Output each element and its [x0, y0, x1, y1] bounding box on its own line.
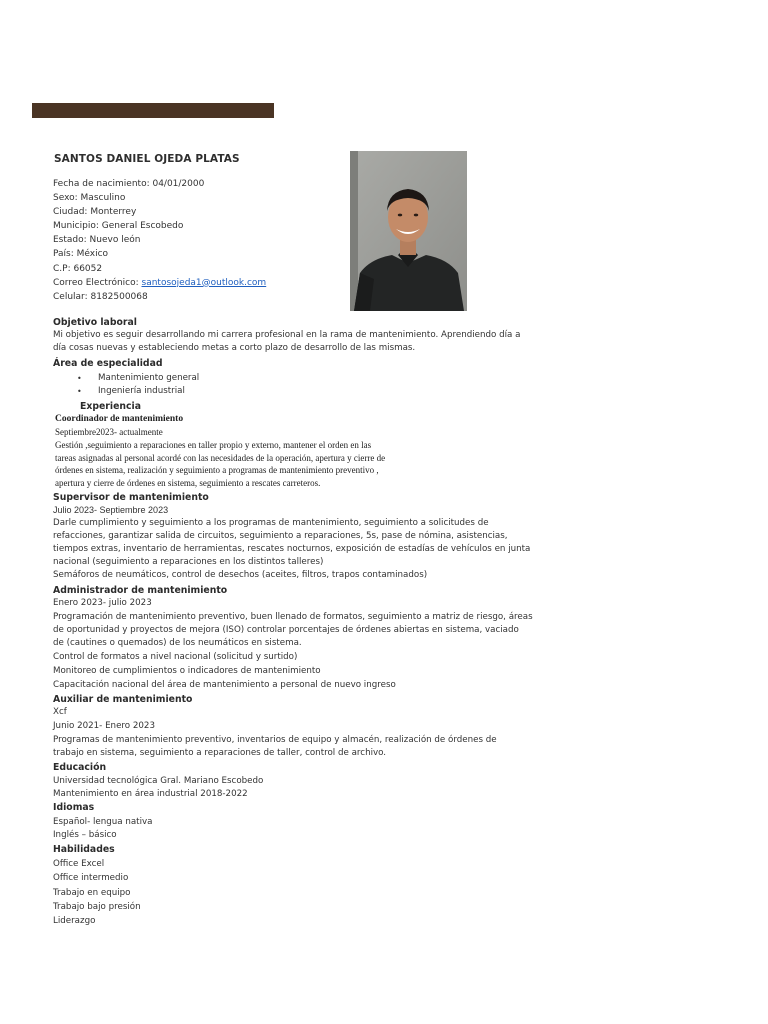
job-title: Auxiliar de mantenimiento: [53, 694, 193, 705]
objective-heading: Objetivo laboral: [53, 317, 137, 328]
job-supervisor: [53, 491, 573, 582]
job-company: Xcf: [53, 707, 67, 717]
specialty-item: • Ingeniería industrial: [53, 385, 573, 398]
education-line: Mantenimiento en área industrial 2018-2022: [53, 789, 248, 799]
job-period: Julio 2023- Septiembre 2023: [53, 505, 169, 515]
job-description-line: tareas asignadas al personal acordé con las necesidades de la operación, apertura y cierre de: [55, 452, 386, 463]
job-description-line: Control de formatos a nivel nacional (solicitud y surtido): [53, 652, 298, 662]
skill-line: Trabajo en equipo: [53, 887, 131, 898]
job-description-line: nacional (seguimiento a reparaciones en los distintos talleres): [53, 557, 324, 567]
job-description-line: Monitoreo de cumplimientos o indicadores de mantenimiento: [53, 666, 321, 676]
education-section: [53, 761, 573, 801]
education-line: Universidad tecnológica Gral. Mariano Escobedo: [53, 776, 264, 786]
job-assistant: [53, 693, 573, 760]
postal-code: C.P: 66052: [53, 263, 103, 274]
birth-date: Fecha de nacimiento: 04/01/2000: [53, 179, 205, 189]
job-description-line: Darle cumplimiento y seguimiento a los programas de mantenimiento, seguimiento a solicitudes de: [53, 518, 489, 528]
job-administrator: [53, 584, 573, 692]
job-description-line: de oportunidad y proyectos de mejora (ISO) controlar porcentajes de órdenes abiertas en sistema, vaciado: [53, 625, 519, 635]
candidate-name: SANTOS DANIEL OJEDA PLATAS: [54, 153, 240, 165]
job-title: Coordinador de mantenimiento: [55, 414, 184, 424]
languages-section: [53, 801, 573, 842]
personal-info: [53, 177, 266, 304]
phone: Celular: 8182500068: [53, 291, 148, 302]
job-title: Administrador de mantenimiento: [53, 585, 228, 596]
profile-photo: [350, 151, 467, 311]
job-description-line: Semáforos de neumáticos, control de desechos (aceites, filtros, trapos contaminados): [53, 570, 428, 580]
job-description-line: tiempos extras, inventario de herramientas, rescates nocturnos, exposición de estadías de vehículos en junta: [53, 544, 531, 554]
municipality: Municipio: General Escobedo: [53, 221, 184, 232]
job-description-line: órdenes en sistema, realización y seguimiento a programas de mantenimiento preventivo ,: [55, 465, 379, 476]
job-period: Enero 2023- julio 2023: [53, 598, 152, 608]
skills-section: [53, 843, 573, 928]
job-coordinator: [55, 413, 575, 489]
email-line: [53, 276, 266, 290]
country: País: México: [53, 249, 109, 260]
specialty-item: • Mantenimiento general: [53, 372, 573, 385]
language-line: Inglés – básico: [53, 830, 117, 840]
job-description-line: Programación de mantenimiento preventivo, buen llenado de formatos, seguimiento a matriz de riesgo, áreas: [53, 612, 533, 622]
job-period: Junio 2021- Enero 2023: [53, 721, 155, 731]
languages-heading: Idiomas: [53, 802, 95, 813]
specialty-heading: Área de especialidad: [53, 358, 163, 369]
job-description-line: de (cautines o quemados) de los neumáticos en sistema.: [53, 638, 302, 648]
email-link[interactable]: santosojeda1@outlook.com: [141, 277, 267, 288]
job-description-line: refacciones, garantizar salida de circuitos, seguimiento a reparaciones, 5s, pase de nómina, asistencias,: [53, 531, 508, 541]
job-period: Septiembre2023- actualmente: [55, 427, 163, 437]
job-description-line: Capacitación nacional del área de mantenimiento a personal de nuevo ingreso: [53, 680, 396, 690]
state: Estado: Nuevo león: [53, 235, 141, 246]
sex: Sexo: Masculino: [53, 193, 126, 204]
objective-section: [53, 316, 573, 355]
job-description-line: trabajo en sistema, seguimiento a reparaciones de taller, control de archivo.: [53, 748, 387, 758]
job-description-line: Programas de mantenimiento preventivo, inventarios de equipo y almacén, realización de órdenes de: [53, 735, 497, 745]
header-bar: [32, 103, 274, 118]
experience-heading-text: Experiencia: [80, 401, 141, 412]
experience-heading: [80, 400, 600, 413]
skill-line: Office intermedio: [53, 873, 129, 884]
skills-heading: Habilidades: [53, 844, 115, 855]
job-description-line: Gestión ,seguimiento a reparaciones en taller propio y externo, mantener el orden en las: [55, 440, 372, 451]
skill-line: Office Excel: [53, 859, 105, 869]
job-description-line: apertura y cierre de órdenes en sistema, seguimiento a rescates carreteros.: [55, 477, 321, 488]
specialty-section: [53, 357, 573, 398]
skill-line: Trabajo bajo presión: [53, 901, 141, 912]
email-label: Correo Electrónico:: [53, 277, 142, 288]
education-heading: Educación: [53, 762, 107, 773]
objective-line: Mi objetivo es seguir desarrollando mi carrera profesional en la rama de mantenimiento. Aprendiendo día a: [53, 330, 521, 340]
job-title: Supervisor de mantenimiento: [53, 492, 209, 503]
language-line: Español- lengua nativa: [53, 817, 153, 827]
objective-line: día cosas nuevas y estableciendo metas a corto plazo de desarrollo de las mismas.: [53, 343, 416, 353]
skill-line: Liderazgo: [53, 916, 96, 927]
city: Ciudad: Monterrey: [53, 207, 137, 218]
